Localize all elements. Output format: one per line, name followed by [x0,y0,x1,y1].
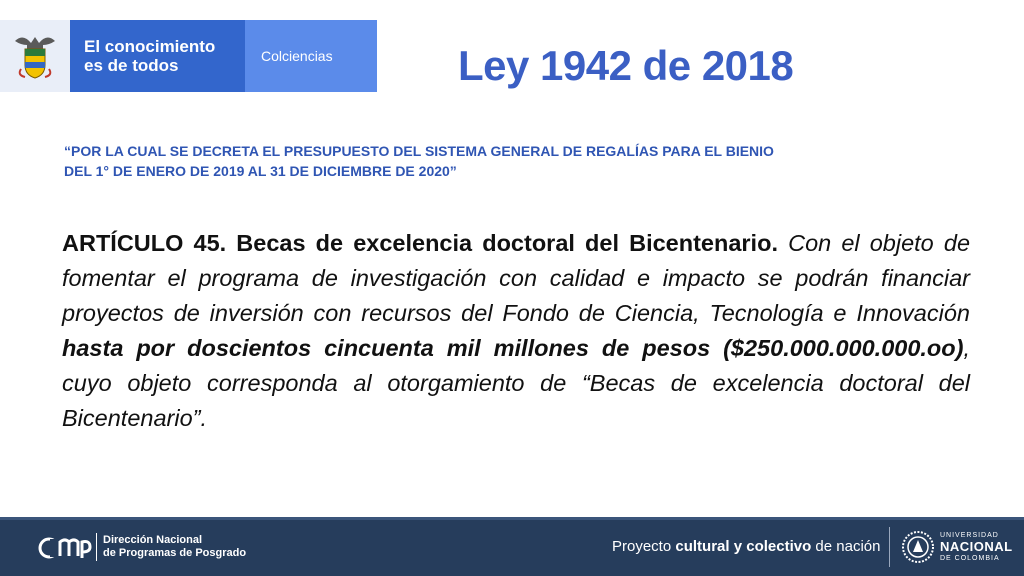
footer-slogan [612,538,881,555]
un-line-3: DE COLOMBIA [940,555,1000,562]
slogan-bold: cultural y colectivo [675,538,812,555]
slogan-post: de nación [811,538,881,555]
page-title: Ley 1942 de 2018 [458,42,794,89]
article-amount: hasta por doscientos cincuenta mil millones de pesos ($250.000.000.000.oo) [62,335,964,361]
article-text-2: , cuyo objeto corresponda al otorgamiento de “Becas de excelencia doctoral del Bicentenario”. [62,335,970,431]
dnpp-logo-icon [38,534,94,560]
subtitle-line-2: DEL 1° DE ENERO DE 2019 AL 31 DE DICIEMBRE DE 2020” [64,163,457,179]
universidad-nacional-seal-icon [901,530,935,564]
brand-block [70,20,245,92]
un-line-2: NACIONAL [940,539,1013,554]
agency-block [245,20,377,92]
dnpp-line-1: Dirección Nacional [103,534,203,546]
dnpp-name [103,534,246,560]
colombia-coat-of-arms-icon [11,31,59,81]
brand-line-2: es de todos [84,56,179,75]
slogan-pre: Proyecto [612,538,676,555]
article-heading: ARTÍCULO 45. Becas de excelencia doctoral del Bicentenario. [62,230,778,256]
article-text-1: Con el objeto de fomentar el programa de investigación con calidad e impacto se podrán financiar proyectos de inversión con recursos del Fondo de Ciencia, Tecnología e Innovación [62,230,971,326]
university-name [940,531,1013,563]
footer-top-line [0,517,1024,520]
footer-divider-right [889,527,890,567]
un-line-1: UNIVERSIDAD [940,532,999,539]
law-subtitle [64,141,944,181]
crest-panel [0,20,70,92]
agency-name: Colciencias [261,48,333,64]
article-body [62,226,970,436]
brand-line-1: El conocimiento [84,37,216,56]
footer-bar [0,517,1024,576]
footer-divider [96,533,97,561]
dnpp-line-2: de Programas de Posgrado [103,547,247,559]
subtitle-line-1: “POR LA CUAL SE DECRETA EL PRESUPUESTO DEL SISTEMA GENERAL DE REGALÍAS PARA EL BIENIO [64,143,774,159]
